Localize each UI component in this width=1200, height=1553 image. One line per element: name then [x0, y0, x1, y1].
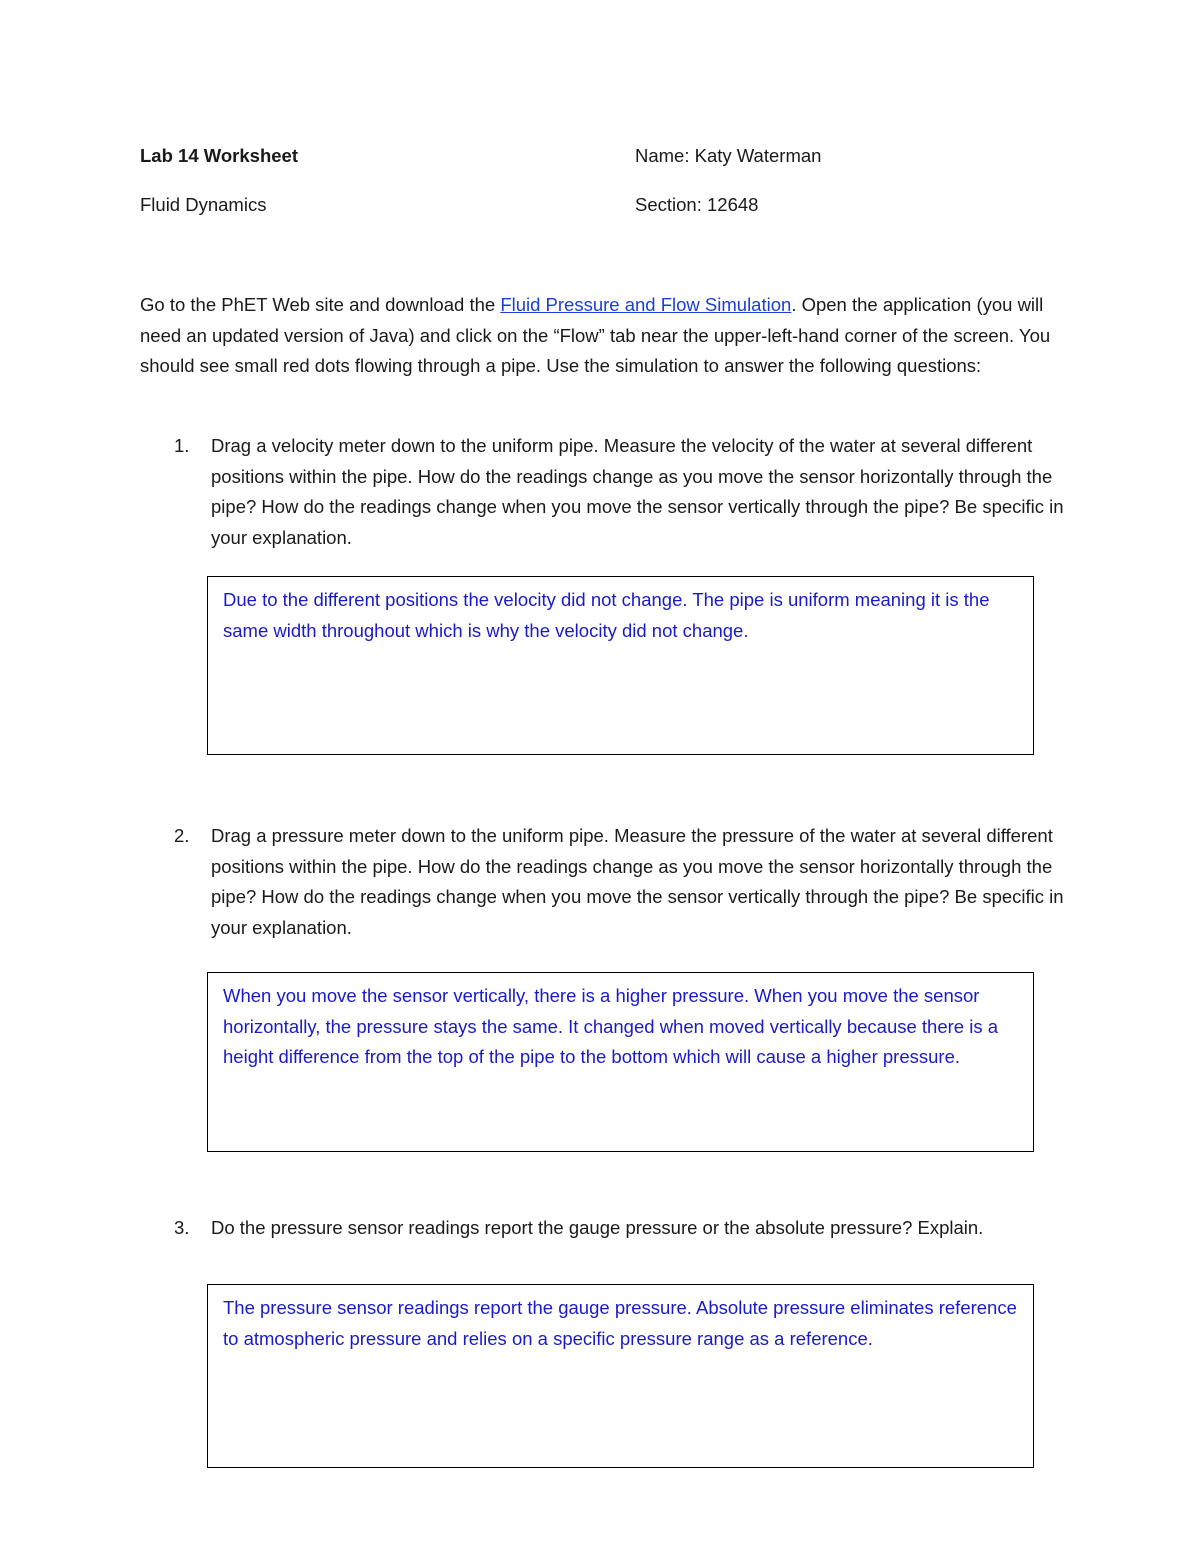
section-number: Section: 12648 — [635, 194, 759, 215]
answer-text: When you move the sensor vertically, there is a higher pressure. When you move the sensor horizontally, the pressure stays the same. It changed when moved vertically because there is a height difference from the top of the pipe to the bottom which will cause a higher pressure. — [223, 985, 999, 1067]
intro-text-after-link: . Open the application (you will need an updated version of Java) and click on the “Flow” tab near the upper-left-hand corner of the screen. You should see small red dots flowing through a pipe. Use the simulation to answer the following questions: — [140, 294, 1051, 376]
question-number: 3. — [174, 1217, 190, 1238]
intro-paragraph — [140, 290, 1070, 382]
answer-text: Due to the different positions the velocity did not change. The pipe is uniform meaning it is the same width throughout which is why the velocity did not change. — [223, 589, 990, 641]
question-number: 2. — [174, 825, 190, 846]
worksheet-title: Lab 14 Worksheet — [140, 145, 298, 166]
answer-text: The pressure sensor readings report the gauge pressure. Absolute pressure eliminates reference to atmospheric pressure and relies on a specific pressure range as a reference. — [223, 1297, 1017, 1349]
question-text: Do the pressure sensor readings report the gauge pressure or the absolute pressure? Explain. — [211, 1217, 984, 1238]
answer-box-3[interactable] — [207, 1284, 1034, 1468]
intro-text-before-link: Go to the PhET Web site and download the — [140, 294, 501, 315]
question-1 — [140, 431, 1070, 553]
worksheet-subtitle: Fluid Dynamics — [140, 194, 267, 215]
question-text: Drag a pressure meter down to the uniform pipe. Measure the pressure of the water at several different positions within the pipe. How do the readings change as you move the sensor horizontally through the pipe? How do the readings change when you move the sensor vertically through the pipe? Be specific in your explanation. — [211, 825, 1064, 938]
question-number: 1. — [174, 435, 190, 456]
question-2 — [140, 821, 1070, 943]
question-3 — [140, 1213, 1070, 1244]
student-name: Name: Katy Waterman — [635, 145, 822, 166]
answer-box-2[interactable] — [207, 972, 1034, 1152]
answer-box-1[interactable] — [207, 576, 1034, 755]
simulation-link[interactable]: Fluid Pressure and Flow Simulation — [500, 294, 792, 315]
question-text: Drag a velocity meter down to the uniform pipe. Measure the velocity of the water at several different positions within the pipe. How do the readings change as you move the sensor horizontally through the pipe? How do the readings change when you move the sensor vertically through the pipe? Be specific in your explanation. — [211, 435, 1064, 548]
